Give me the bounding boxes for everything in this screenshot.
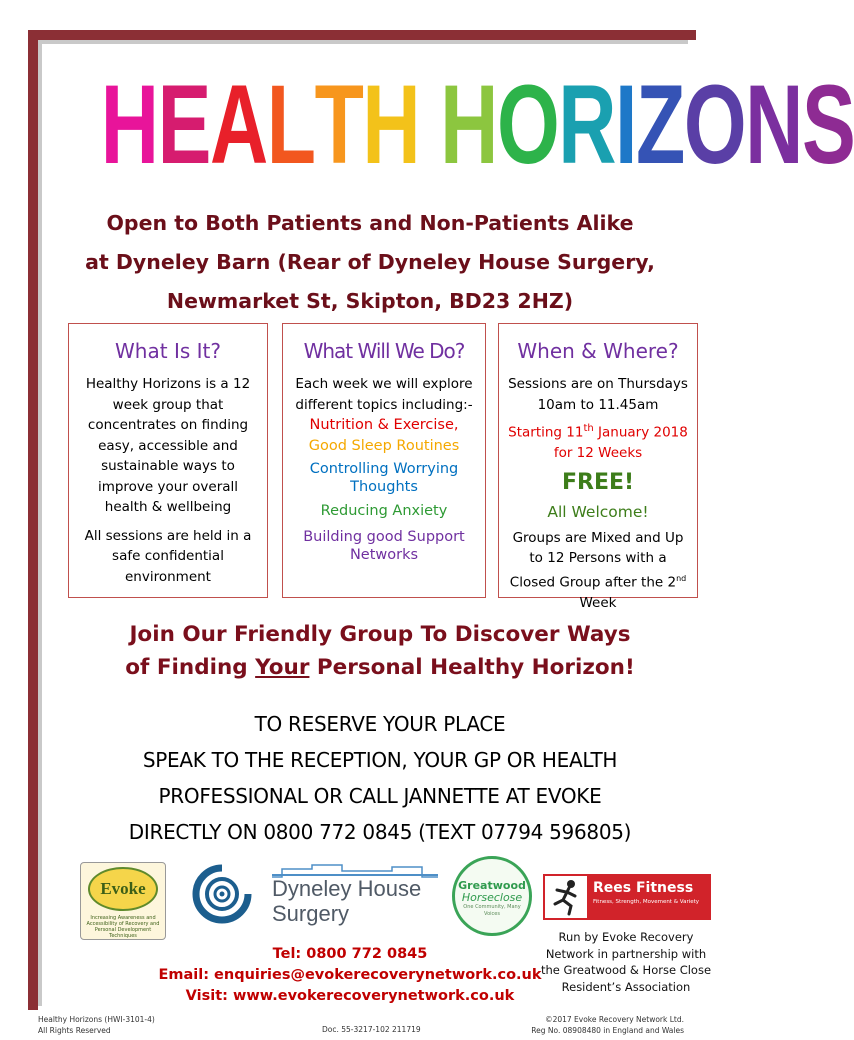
what-is-it-box	[68, 323, 268, 598]
poster-title	[100, 58, 854, 192]
title-letter: O	[683, 62, 746, 187]
contact-email[interactable]: Email: enquiries@evokerecoverynetwork.co.uk	[158, 967, 542, 983]
greatwood-line-3: One Community, Many Voices	[463, 904, 521, 917]
rees-fitness-name: Rees Fitness	[593, 880, 694, 896]
title-letter: I	[615, 62, 637, 187]
footer-registration: Reg No. 08908480 in England and Wales	[531, 1026, 684, 1035]
subtitle-line-3: Newmarket St, Skipton, BD23 2HZ)	[166, 289, 574, 313]
reserve-line-2: SPEAK TO THE RECEPTION, YOUR GP OR HEALTH	[142, 748, 618, 772]
join-line-2-emphasis: Your	[255, 655, 310, 680]
title-letter: O	[496, 62, 559, 187]
evoke-logo-wordmark: Evoke	[88, 867, 158, 911]
what-is-it-body: Healthy Horizons is a 12 week group that concentrates on finding easy, accessible and sustainable ways to improve your overall health & wellbeing	[85, 376, 251, 515]
footer-copyright: ©2017 Evoke Recovery Network Ltd.	[545, 1015, 684, 1024]
evoke-logo-tagline: Increasing Awareness and Accessibility of Recovery and Personal Development Techniques	[86, 915, 160, 939]
topic-worrying-thoughts: Controlling Worrying Thoughts	[309, 461, 459, 495]
footer-right	[531, 1014, 684, 1036]
title-letter: E	[157, 62, 210, 187]
start-date-post: January 2018 for 12 Weeks	[553, 424, 688, 461]
footer-left	[38, 1014, 155, 1036]
footer-rights: All Rights Reserved	[38, 1026, 111, 1035]
evoke-logo	[80, 862, 166, 940]
what-is-it-heading: What Is It?	[115, 339, 221, 363]
contact-website[interactable]: Visit: www.evokerecoverynetwork.co.uk	[185, 988, 515, 1004]
groups-sup: nd	[676, 573, 687, 583]
dyneley-line-1: Dyneley House	[272, 876, 422, 901]
title-letter: H	[362, 62, 420, 187]
footer-doc-number: Doc. 55-3217-102 211719	[322, 1025, 421, 1034]
greatwood-horseclose-logo	[452, 856, 532, 936]
greatwood-line-2: Horseclose	[461, 891, 523, 904]
runner-icon	[545, 876, 587, 918]
groups-post: Week	[579, 594, 617, 611]
topic-anxiety: Reducing Anxiety	[320, 503, 448, 519]
what-will-we-do-heading: What Will We Do?	[303, 339, 465, 363]
title-letter: S	[801, 62, 854, 187]
rees-fitness-logo	[543, 874, 711, 920]
title-letter	[419, 58, 440, 192]
rees-fitness-tagline: Fitness, Strength, Movement & Variety	[593, 899, 700, 905]
start-date-sup: th	[583, 423, 594, 434]
when-where-heading: When & Where?	[517, 339, 679, 363]
venue-subtitle	[60, 204, 680, 321]
reserve-line-4: DIRECTLY ON 0800 772 0845 (TEXT 07794 596805)	[128, 820, 632, 844]
frame-shadow-top	[38, 40, 688, 44]
what-will-we-do-box	[282, 323, 486, 598]
groups-text	[505, 528, 691, 614]
title-letter: N	[745, 62, 802, 187]
frame-shadow-left	[38, 40, 42, 1006]
all-welcome-label: All Welcome!	[547, 502, 649, 521]
join-line-2	[70, 651, 690, 684]
when-where-box	[498, 323, 698, 611]
dyneley-surgery-logo	[272, 862, 438, 932]
what-will-we-do-intro: Each week we will explore different topics including:-	[295, 376, 473, 413]
yorkshire-rose-logo	[190, 862, 254, 926]
title-letter: R	[558, 62, 616, 187]
title-letter: T	[314, 62, 363, 187]
join-line-2-post: Personal Healthy Horizon!	[309, 655, 635, 680]
join-line-1: Join Our Friendly Group To Discover Ways	[129, 622, 631, 647]
footer-doc-title: Healthy Horizons (HWI-3101-4)	[38, 1015, 155, 1024]
title-letter: H	[100, 62, 158, 187]
join-line-2-pre: of Finding	[125, 655, 256, 680]
dyneley-line-2: Surgery	[272, 901, 350, 926]
frame-top-bar	[28, 30, 696, 40]
title-letter: A	[209, 62, 267, 187]
topic-nutrition: Nutrition & Exercise,	[309, 417, 459, 433]
subtitle-line-1: Open to Both Patients and Non-Patients Alike	[106, 211, 634, 235]
sessions-text: Sessions are on Thursdays 10am to 11.45am	[508, 376, 688, 413]
what-is-it-body-2: All sessions are held in a safe confidential environment	[84, 527, 252, 585]
contact-tel: Tel: 0800 772 0845	[272, 946, 428, 962]
reserve-line-3: PROFESSIONAL OR CALL JANNETTE AT EVOKE	[158, 784, 602, 808]
join-headline	[70, 618, 690, 684]
start-date-pre: Starting 11	[508, 424, 584, 441]
subtitle-line-2: at Dyneley Barn (Rear of Dyneley House Surgery,	[85, 250, 655, 274]
groups-pre: Groups are Mixed and Up to 12 Persons with a Closed Group after the 2	[509, 529, 684, 590]
start-date-text	[505, 419, 691, 464]
building-outline-icon	[272, 862, 438, 876]
reserve-instructions	[70, 706, 690, 850]
reserve-line-1: TO RESERVE YOUR PLACE	[254, 712, 506, 736]
frame-left-bar	[28, 30, 38, 1010]
topic-sleep: Good Sleep Routines	[308, 437, 460, 454]
title-letter: H	[440, 62, 497, 187]
title-letter: L	[266, 62, 315, 187]
rose-icon	[190, 862, 254, 926]
contact-details	[150, 944, 550, 1007]
greatwood-line-1: Greatwood	[458, 879, 526, 892]
title-letter: Z	[636, 62, 684, 187]
run-by-statement: Run by Evoke Recovery Network in partnership with the Greatwood & Horse Close Resident’s Association	[540, 930, 712, 994]
topic-support-networks: Building good Support Networks	[303, 528, 465, 563]
free-label: FREE!	[561, 469, 635, 495]
